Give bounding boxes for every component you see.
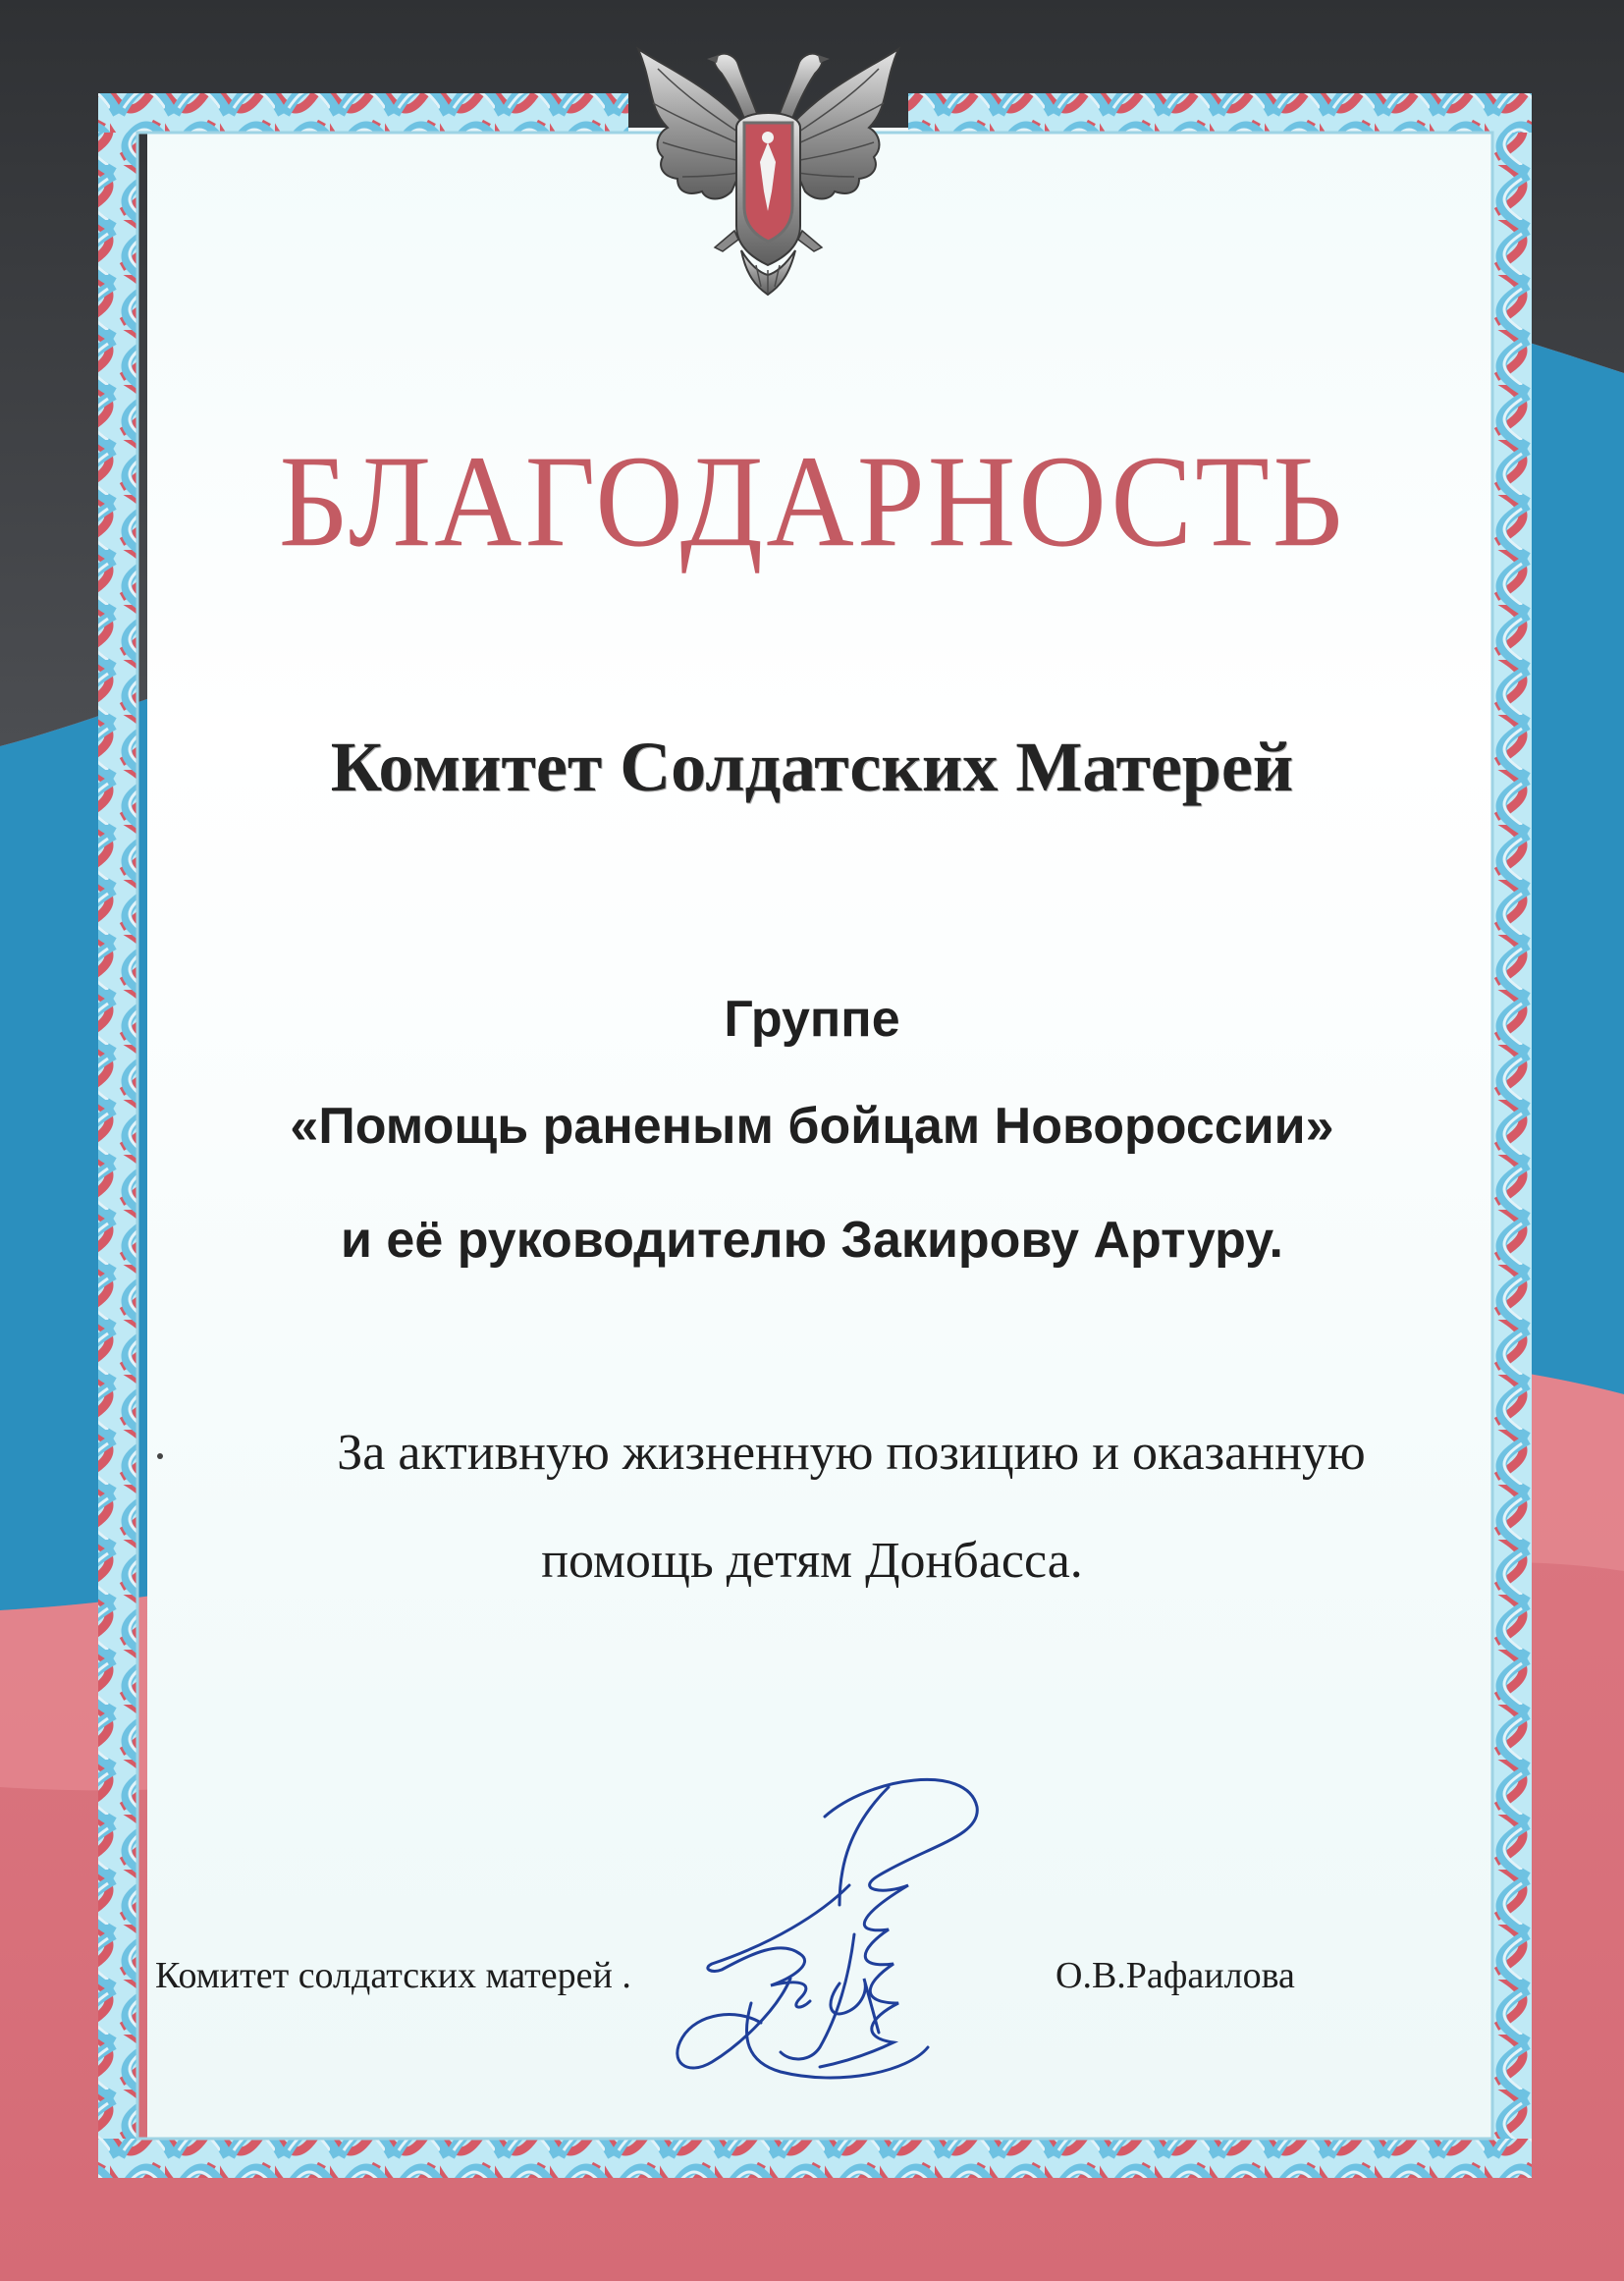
signatory-name: О.В.Рафаилова (1056, 1955, 1295, 1996)
organization-name: Комитет Солдатских Матерей (330, 728, 1294, 806)
double-headed-eagle-icon (628, 29, 908, 304)
recipient-line-1: Группе (724, 991, 900, 1048)
signatory-organization: Комитет солдатских матерей . (155, 1955, 631, 1996)
recipient-line-3: и её руководителю Закирову Артуру. (341, 1212, 1283, 1269)
recipient-line-2: «Помощь раненым бойцам Новороссии» (290, 1098, 1334, 1155)
reason-line-2: помощь детям Донбасса. (541, 1533, 1083, 1589)
handwritten-signature (643, 1767, 1056, 2121)
document-title: БЛАГОДАРНОСТЬ (278, 428, 1346, 574)
reason-line-1: За активную жизненную позицию и оказанную (337, 1425, 1366, 1481)
